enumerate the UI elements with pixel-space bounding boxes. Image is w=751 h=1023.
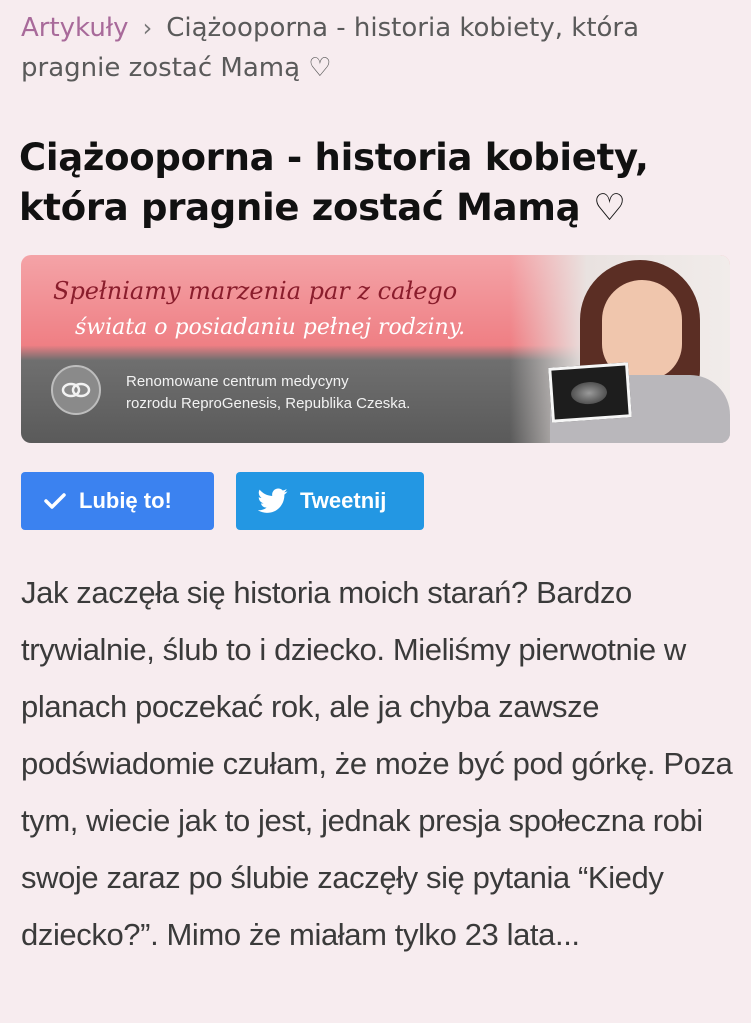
banner-line-1: Spełniamy marzenia par z całego (53, 277, 458, 305)
like-button[interactable] (21, 472, 214, 530)
breadcrumb-separator: › (142, 14, 153, 42)
breadcrumb-link-articles[interactable]: Artykuły (21, 13, 129, 43)
article-body: Jak zaczęła się historia moich starań? Bardzo trywialnie, ślub to i dziecko. Mieliśmy pierwotnie w planach poczekać rok, ale ja chyba zawsze podświadomie czułam, że może być pod górkę. Poza tym, wiecie jak to jest, jednak presja społeczna robi swoje zaraz po ślubie zaczęły się pytania “Kiedy dziecko?”. Mimo że miałam tylko 23 lata... (21, 575, 733, 952)
tweet-button[interactable] (236, 472, 424, 530)
checkmark-icon (43, 491, 67, 511)
reprogenesis-logo-icon (51, 365, 101, 415)
banner-photo (510, 255, 730, 443)
breadcrumb (21, 8, 733, 88)
twitter-bird-icon (258, 488, 288, 514)
like-button-label: Lubię to! (79, 488, 172, 513)
tweet-button-label: Tweetnij (300, 488, 387, 513)
ultrasound-photo (548, 362, 632, 422)
banner-headline (21, 255, 581, 355)
banner-subtitle: Renomowane centrum medycyny rozrodu ReproGenesis, Republika Czeska. (126, 373, 411, 412)
breadcrumb-current: Ciążooporna - historia kobiety, która pragnie zostać Mamą ♡ (21, 13, 640, 83)
ad-banner[interactable] (21, 255, 730, 443)
banner-line-2: świata o posiadaniu pełnej rodziny. (75, 315, 466, 340)
article-title: Ciążooporna - historia kobiety, która pragnie zostać Mamą ♡ (19, 136, 649, 229)
